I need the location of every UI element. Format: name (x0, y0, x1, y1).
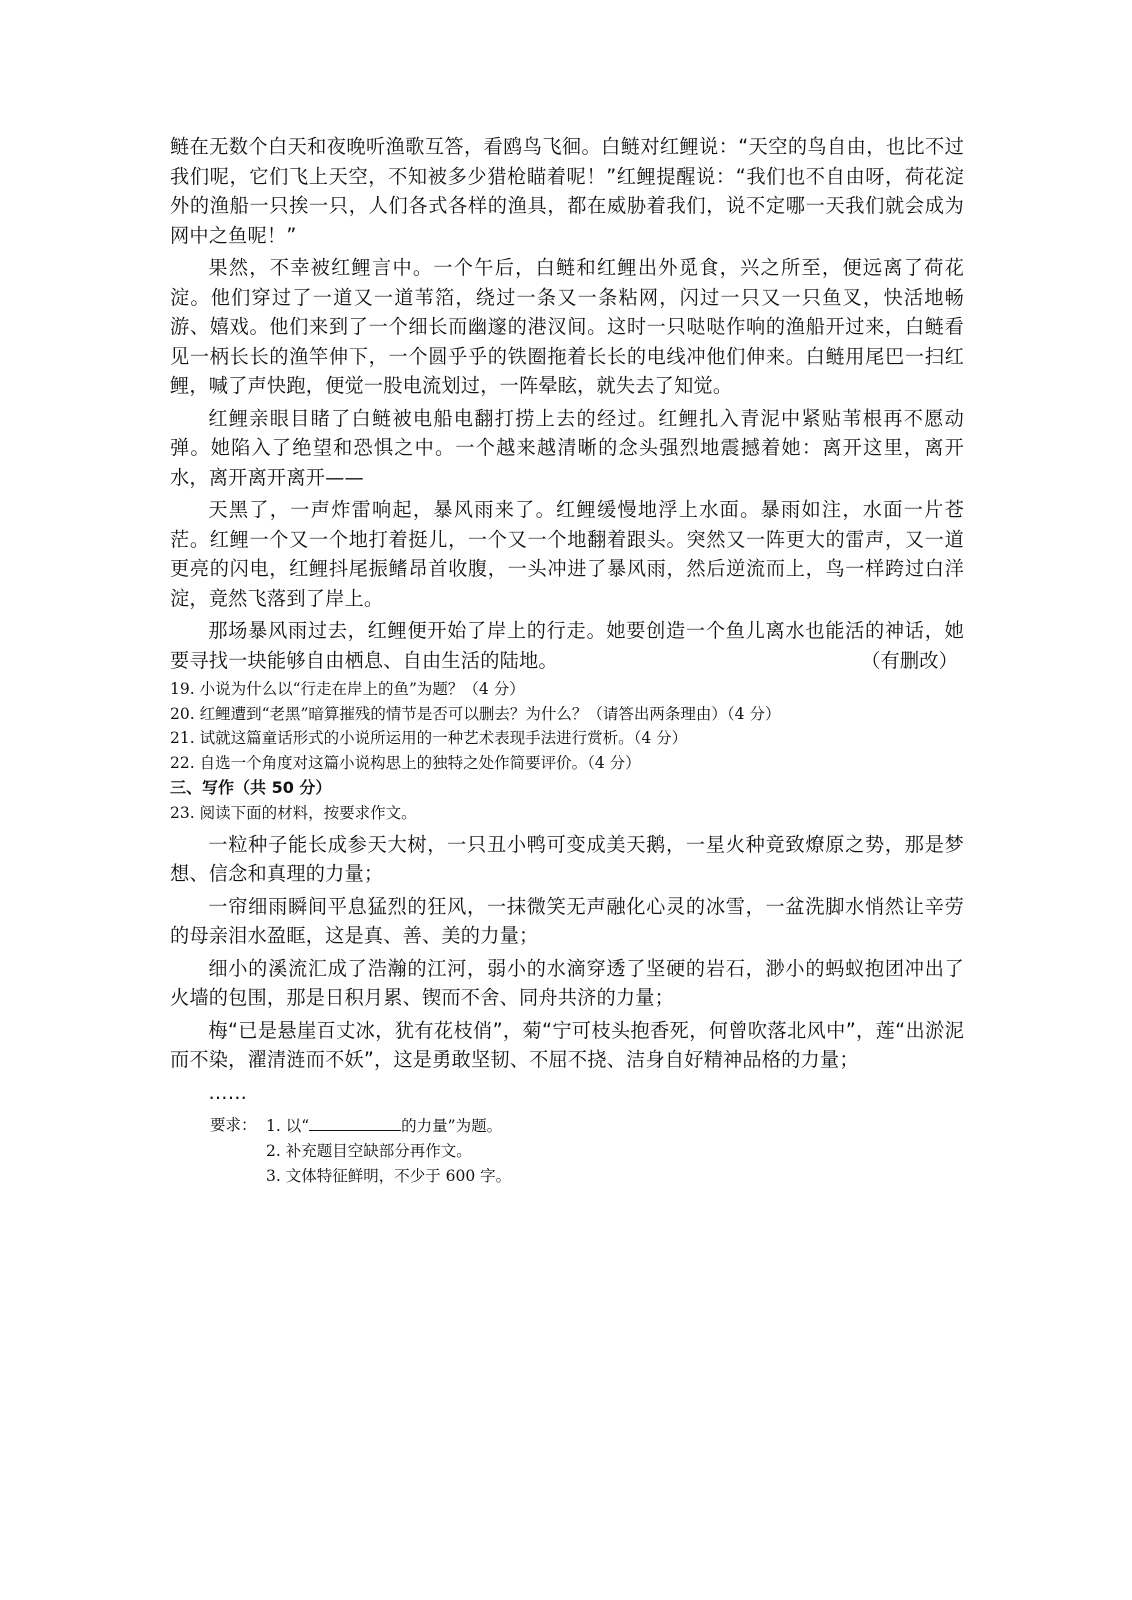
writing-requirements (170, 1113, 964, 1189)
writing-section-title: 三、写作（共 50 分） (170, 778, 332, 797)
requirement-1-suffix: 的力量”为题。 (401, 1117, 503, 1135)
story-paragraph-5 (170, 616, 964, 675)
material-paragraph-1: 一粒种子能长成参天大树，一只丑小鸭可变成美天鹅，一星火种竟致燎原之势，那是梦想、信念和真理的力量； (170, 832, 964, 885)
writing-material (170, 830, 964, 1108)
story-paragraph-2: 果然，不幸被红鲤言中。一个午后，白鲢和红鲤出外觅食，兴之所至，便远离了荷花淀。他们穿过了一道又一道苇箔，绕过一条又一条粘网，闪过一只又一只鱼叉，快活地畅游、嬉戏。他们来到了一个细长而幽邃的港汊间。这时一只哒哒作响的渔船开过来，白鲢看见一柄长长的渔竿伸下，一个圆乎乎的铁圈拖着长长的电线冲他们伸来。白鲢用尾巴一扫红鲤，喊了声快跑，便觉一股电流划过，一阵晕眩，就失去了知觉。 (170, 256, 964, 397)
question-20: 20. 红鲤遭到“老黑”暗算摧残的情节是否可以删去？为什么？（请答出两条理由）（4 分） (170, 704, 781, 723)
story-text (170, 132, 964, 675)
question-22: 22. 自选一个角度对这篇小说构思上的独特之处作简要评价。（4 分） (170, 753, 641, 772)
requirements-label: 要求： (210, 1116, 257, 1134)
requirement-3: 3. 文体特征鲜明，不少于 600 字。 (266, 1167, 512, 1185)
requirement-1-prefix: 1. 以“ (266, 1117, 310, 1135)
material-ellipsis: …… (208, 1080, 248, 1104)
exam-page (170, 132, 964, 1189)
requirement-1 (170, 1113, 964, 1139)
story-paragraph-5-text: 那场暴风雨过去，红鲤便开始了岸上的行走。她要创造一个鱼儿离水也能活的神话，她要寻找一块能够自由栖息、自由生活的陆地。 (170, 619, 964, 672)
source-note: （有删改） (861, 648, 958, 672)
question-21: 21. 试就这篇童话形式的小说所运用的一种艺术表现手法进行赏析。（4 分） (170, 729, 688, 747)
material-paragraph-2: 一帘细雨瞬间平息猛烈的狂风，一抹微笑无声融化心灵的冰雪，一盆洗脚水悄然让辛劳的母亲泪水盈眶，这是真、善、美的力量； (170, 894, 964, 947)
question-19: 19. 小说为什么以“行走在岸上的鱼”为题？（4 分） (170, 680, 525, 698)
material-paragraph-4: 梅“已是悬崖百丈冰，犹有花枝俏”，菊“宁可枝头抱香死，何曾吹落北风中”，莲“出淤泥而不染，濯清涟而不妖”，这是勇敢坚韧、不屈不挠、洁身自好精神品格的力量； (170, 1018, 964, 1071)
story-paragraph-3: 红鲤亲眼目睹了白鲢被电船电翻打捞上去的经过。红鲤扎入青泥中紧贴苇根再不愿动弹。她陷入了绝望和恐惧之中。一个越来越清晰的念头强烈地震撼着她：离开这里，离开水，离开离开离开—— (170, 406, 964, 489)
material-paragraph-3: 细小的溪流汇成了浩瀚的江河，弱小的水滴穿透了坚硬的岩石，渺小的蚂蚁抱团冲出了火墙的包围，那是日积月累、锲而不舍、同舟共济的力量； (170, 956, 964, 1009)
requirement-1-text (266, 1113, 502, 1139)
story-paragraph-1: 鲢在无数个白天和夜晚听渔歌互答，看鸥鸟飞徊。白鲢对红鲤说：“天空的鸟自由，也比不过我们呢，它们飞上天空，不知被多少猎枪瞄着呢！”红鲤提醒说：“我们也不自由呀，荷花淀外的渔船一只挨一只，人们各式各样的渔具，都在威胁着我们，说不定哪一天我们就会成为网中之鱼呢！” (170, 135, 964, 247)
question-list (170, 677, 964, 775)
story-paragraph-4: 天黑了，一声炸雷响起，暴风雨来了。红鲤缓慢地浮上水面。暴雨如注，水面一片苍茫。红鲤一个又一个地打着挺儿，一个又一个地翻着跟头。突然又一阵更大的雷声，又一道更亮的闪电，红鲤抖尾振鳍昂首收腹，一头冲进了暴风雨，然后逆流而上，鸟一样跨过白洋淀，竟然飞落到了岸上。 (170, 498, 964, 610)
writing-prompt: 23. 阅读下面的材料，按要求作文。 (170, 804, 417, 822)
requirement-2: 2. 补充题目空缺部分再作文。 (266, 1142, 472, 1160)
title-blank (309, 1113, 401, 1131)
